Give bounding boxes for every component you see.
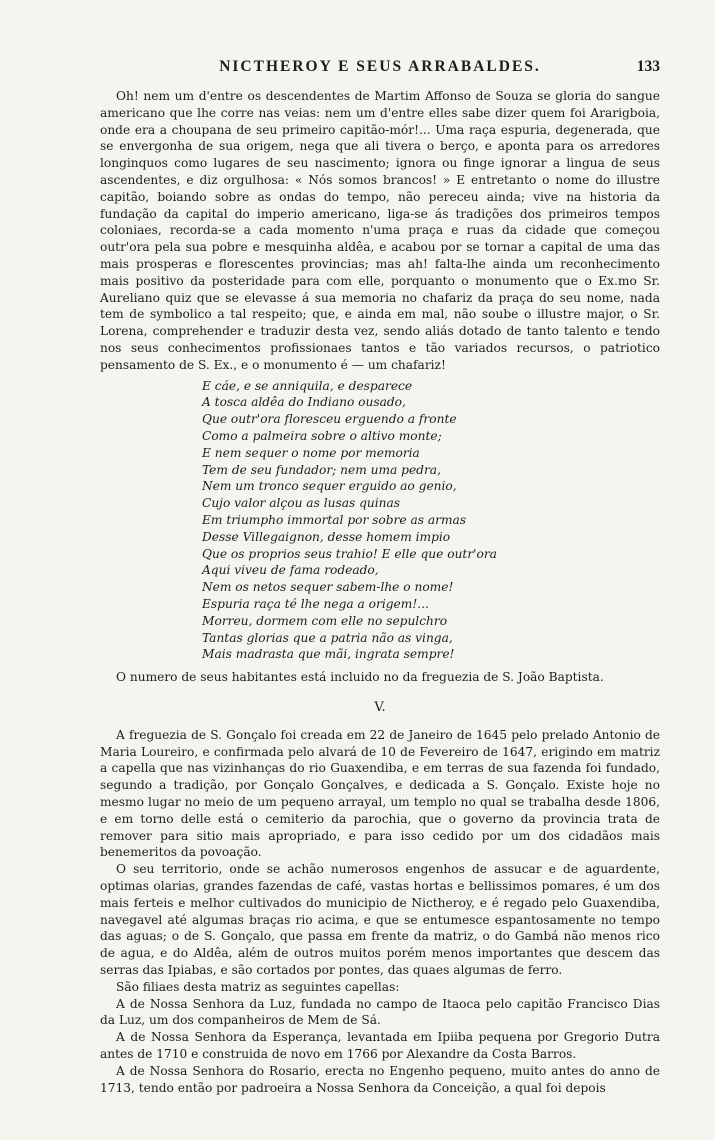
verse-line: Em triumpho immortal por sobre as armas [202,512,467,527]
verse-line: Cujo valor alçou as lusas quinas [202,496,401,511]
verse-line: Que os proprios seus trahio! E elle que outr'ora [202,546,497,561]
verse-line: Aqui viveu de fama rodeado, [202,563,379,578]
running-title: NICTHEROY E SEUS ARRABALDES. [219,58,541,75]
verse-line: Nem um tronco sequer erguido ao genio, [202,479,457,494]
chapel-item: A de Nossa Senhora da Luz, fundada no campo de Itaoca pelo capitão Francisco Dias da Luz, um dos companheiros de Mem de Sá. [100,996,660,1028]
verse-line: Nem os netos sequer sabem-lhe o nome! [202,580,454,595]
verse-line: E nem sequer o nome por memoria [202,445,420,460]
verse-line: Mais madrasta que mãi, ingrata sempre! [202,647,455,662]
verse-line: Morreu, dormem com elle no sepulchro [202,613,448,628]
poem-verse [202,378,660,664]
verse-line: E cáe, e se anniquila, e desparece [202,378,413,393]
chapel-list [100,996,660,1097]
verse-line: Como a palmeira sobre o altivo monte; [202,428,442,443]
verse-line: Tem de seu fundador; nem uma pedra, [202,462,441,477]
verse-line: A tosca aldêa do Indiano ousado, [202,395,406,410]
section-paragraph: São filiaes desta matriz as seguintes capellas: [116,979,400,994]
page-number: 133 [636,58,660,75]
chapel-item: A de Nossa Senhora da Esperança, levantada em Ipiiba pequena por Gregorio Dutra antes de 1710 e construida de novo em 1766 por Alexandre da Costa Barros. [100,1030,660,1062]
population-note: O numero de seus habitantes está incluido no da freguezia de S. João Baptista. [116,670,604,685]
intro-paragraph: Oh! nem um d'entre os descendentes de Martim Affonso de Souza se gloria do sangue americano que lhe corre nas veias: nem um d'entre elles sabe dizer quem foi Ararigboia, onde era a choupana de seu primeiro capitão-mór!... Uma raça espuria, degenerada, que se envergonha de sua origem, nega que ali tivera o berço, e aponta para os arredores longinquos como lugares de seu nascimento; ignora ou finge ignorar a lingua de seus ascendentes, e diz orgulhosa: « Nós somos brancos! » E entretanto o nome do illustre capitão, boiando sobre as ondas do tempo, não pereceu ainda; vive na historia da fundação da capital do imperio americano, liga-se ás tradições dos primeiros tempos coloniaes, recorda-se a cada momento n'uma praça e ruas da cidade que começou outr'ora pela sua pobre e mesquinha aldêa, e acabou por se tornar a capital de uma das mais prosperas e florescentes provincias; mas ah! falta-lhe ainda um reconhecimento mais positivo da posteridade para com elle, porquanto o monumento que o Ex.mo Sr. Aureliano quiz que se elevasse á sua memoria no chafariz da praça do seu nome, nada tem de symbolico a tal respeito; que, e ainda em mal, não soube o illustre major, o Sr. Lorena, comprehender e traduzir desta vez, sendo aliás dotado de tanto talento e tendo nos seus conhecimentos profissionaes tantos e tão variados recursos, o patriotico pensamento de S. Ex., e o monumento é — um chafariz! [100,89,660,372]
verse-line: Tantas glorias que a patria não as vinga, [202,630,453,645]
verse-line: Espuria raça té lhe nega a origem!... [202,596,429,611]
verse-line: Desse Villegaignon, desse homem impio [202,529,451,544]
page-header [100,58,660,80]
section-paragraph: O seu territorio, onde se achão numerosos engenhos de assucar e de aguardente, optimas olarias, grandes fazendas de café, vastas hortas e bellissimos pomares, é um dos mais ferteis e melhor cultivados do municipio de Nictheroy, e é regado pelo Guaxendiba, navegavel até algumas braças rio acima, e que se entumesce espantosamente no tempo das aguas; o de S. Gonçalo, que passa em frente da matriz, o do Gambá não menos rico de agua, e do Aldêa, além de outros muitos porém menos importantes que descem das serras das Ipiabas, e são cortados por pontes, das quaes algumas de ferro. [100,862,660,978]
verse-line: Que outr'ora floresceu erguendo a fronte [202,412,457,427]
section-number: V. [374,699,386,715]
chapel-item: A de Nossa Senhora do Rosario, erecta no Engenho pequeno, muito antes do anno de 1713, tendo então por padroeira a Nossa Senhora da Conceição, a qual foi depois [100,1063,660,1095]
book-page [100,58,660,1096]
section-paragraph: A freguezia de S. Gonçalo foi creada em 22 de Janeiro de 1645 pelo prelado Antonio de Maria Loureiro, e confirmada pelo alvará de 10 de Fevereiro de 1647, erigindo em matriz a capella que nas vizinhanças do rio Guaxendiba, e em terras de sua fazenda foi fundado, segundo a tradição, por Gonçalo Gonçalves, e dedicada a S. Gonçalo. Existe hoje no mesmo lugar no meio de um pequeno arrayal, um templo no qual se trabalha desde 1806, e em torno delle está o cemiterio da parochia, que o governo da provincia trata de remover para sitio mais apropriado, e para isso cedido por um dos cidadãos mais benemeritos da povoação. [100,727,660,860]
